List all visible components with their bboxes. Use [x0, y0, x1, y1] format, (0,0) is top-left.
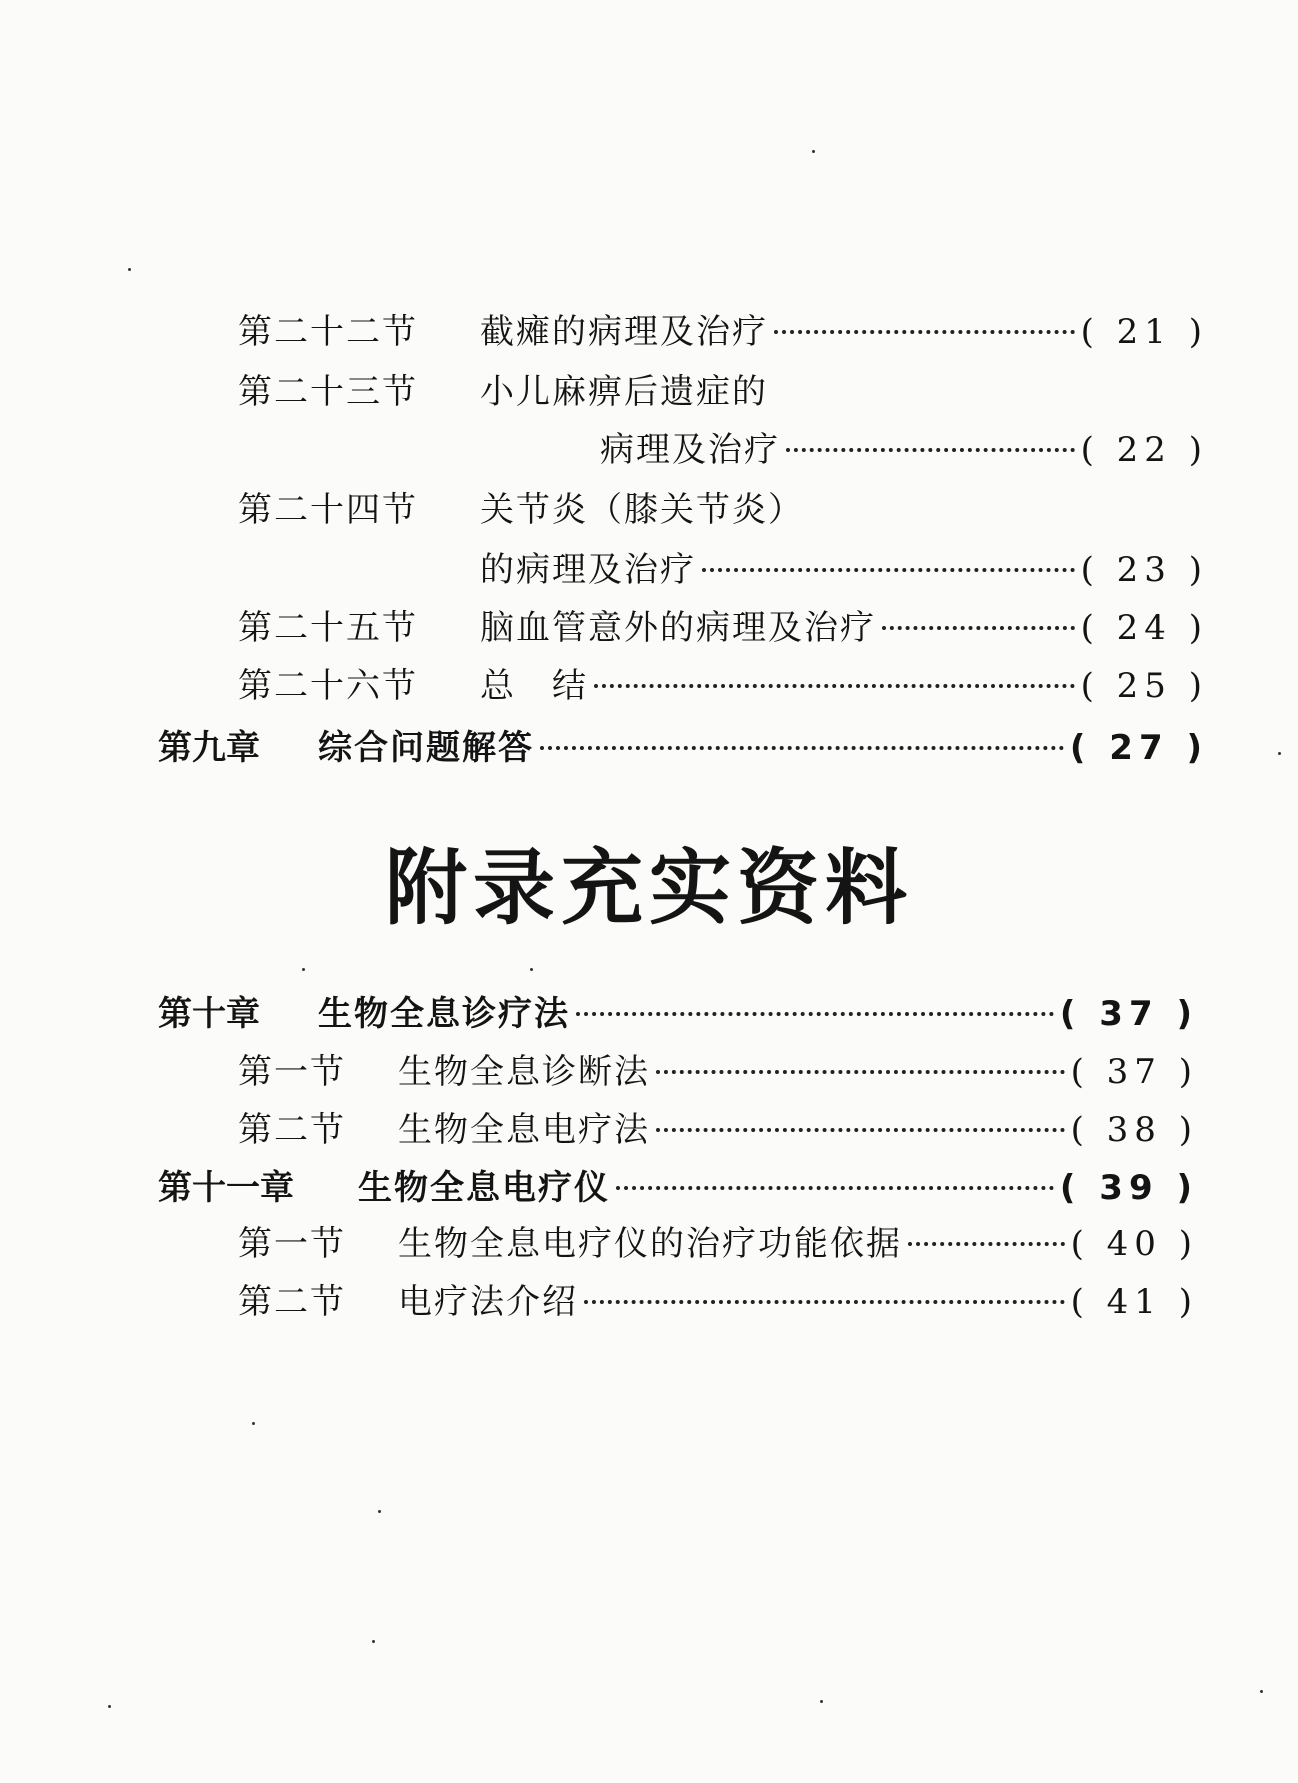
- scan-speck: [372, 1640, 375, 1643]
- page-number: ( 22 ): [1080, 430, 1208, 470]
- dot-leader: [702, 568, 1075, 572]
- section-number: 第二十五节: [238, 608, 418, 648]
- page-number: ( 37 ): [1070, 1052, 1198, 1092]
- section-title: 截瘫的病理及治疗: [480, 312, 768, 352]
- dot-leader: [882, 626, 1075, 630]
- section-title: 生物全息电疗仪的治疗功能依据: [398, 1224, 902, 1264]
- scan-speck: [820, 1700, 823, 1703]
- section-title-cont: 病理及治疗: [600, 430, 780, 470]
- page-number: ( 40 ): [1070, 1224, 1198, 1264]
- scan-speck: [1260, 1690, 1263, 1693]
- scan-speck: [302, 968, 305, 971]
- scan-speck: [530, 968, 533, 971]
- appendix-heading: 附录充实资料: [384, 840, 913, 936]
- scan-speck: [812, 150, 815, 153]
- chapter-title: 生物全息电疗仪: [358, 1168, 610, 1208]
- toc-entry-23: [238, 372, 1208, 412]
- scan-speck: [1278, 752, 1281, 755]
- toc-entry-11-2: [238, 1282, 1198, 1322]
- section-title: 电疗法介绍: [398, 1282, 578, 1322]
- toc-entry-23-cont: [600, 430, 1208, 470]
- section-title: 脑血管意外的病理及治疗: [480, 608, 876, 648]
- section-number: 第二十三节: [238, 372, 418, 412]
- page-number: ( 39 ): [1059, 1168, 1198, 1208]
- section-number: 第一节: [238, 1224, 346, 1264]
- page-number: ( 41 ): [1070, 1282, 1198, 1322]
- toc-chapter-10: [158, 994, 1198, 1034]
- dot-leader: [908, 1242, 1065, 1246]
- chapter-number: 第九章: [158, 728, 260, 768]
- toc-entry-26: [238, 666, 1208, 706]
- chapter-number: 第十一章: [158, 1168, 294, 1208]
- toc-entry-24: [238, 490, 1208, 530]
- chapter-title: 生物全息诊疗法: [318, 994, 570, 1034]
- section-title: 小儿麻痹后遗症的: [480, 372, 768, 412]
- section-title: 关节炎（膝关节炎）: [480, 490, 804, 530]
- dot-leader: [774, 330, 1075, 334]
- toc-entry-11-1: [238, 1224, 1198, 1264]
- section-number: 第二十六节: [238, 666, 418, 706]
- toc-entry-24-cont: [480, 550, 1208, 590]
- section-number: 第二节: [238, 1282, 346, 1322]
- page-number: ( 38 ): [1070, 1110, 1198, 1150]
- dot-leader: [594, 684, 1075, 688]
- scan-speck: [128, 268, 131, 271]
- section-number: 第二十二节: [238, 312, 418, 352]
- chapter-number: 第十章: [158, 994, 260, 1034]
- dot-leader: [540, 746, 1064, 750]
- page-number: ( 25 ): [1080, 666, 1208, 706]
- page-number: ( 24 ): [1080, 608, 1208, 648]
- toc-entry-10-1: [238, 1052, 1198, 1092]
- section-number: 第一节: [238, 1052, 346, 1092]
- section-number: 第二节: [238, 1110, 346, 1150]
- section-number: 第二十四节: [238, 490, 418, 530]
- dot-leader: [584, 1300, 1065, 1304]
- page-number: ( 27 ): [1069, 728, 1208, 768]
- page-number: ( 37 ): [1059, 994, 1198, 1034]
- section-title: 生物全息电疗法: [398, 1110, 650, 1150]
- dot-leader: [616, 1186, 1054, 1190]
- toc-entry-25: [238, 608, 1208, 648]
- page-number: ( 23 ): [1080, 550, 1208, 590]
- dot-leader: [786, 448, 1075, 452]
- dot-leader: [656, 1128, 1065, 1132]
- toc-entry-22: [238, 312, 1208, 352]
- scan-speck: [108, 1705, 111, 1708]
- toc-entry-10-2: [238, 1110, 1198, 1150]
- section-title: 总 结: [480, 666, 588, 706]
- page-number: ( 21 ): [1080, 312, 1208, 352]
- toc-chapter-11: [158, 1168, 1198, 1208]
- scan-speck: [378, 1510, 381, 1513]
- toc-chapter-9: [158, 728, 1208, 768]
- chapter-title: 综合问题解答: [318, 728, 534, 768]
- dot-leader: [656, 1070, 1065, 1074]
- dot-leader: [576, 1012, 1054, 1016]
- section-title: 生物全息诊断法: [398, 1052, 650, 1092]
- section-title-cont: 的病理及治疗: [480, 550, 696, 590]
- scan-speck: [252, 1422, 255, 1425]
